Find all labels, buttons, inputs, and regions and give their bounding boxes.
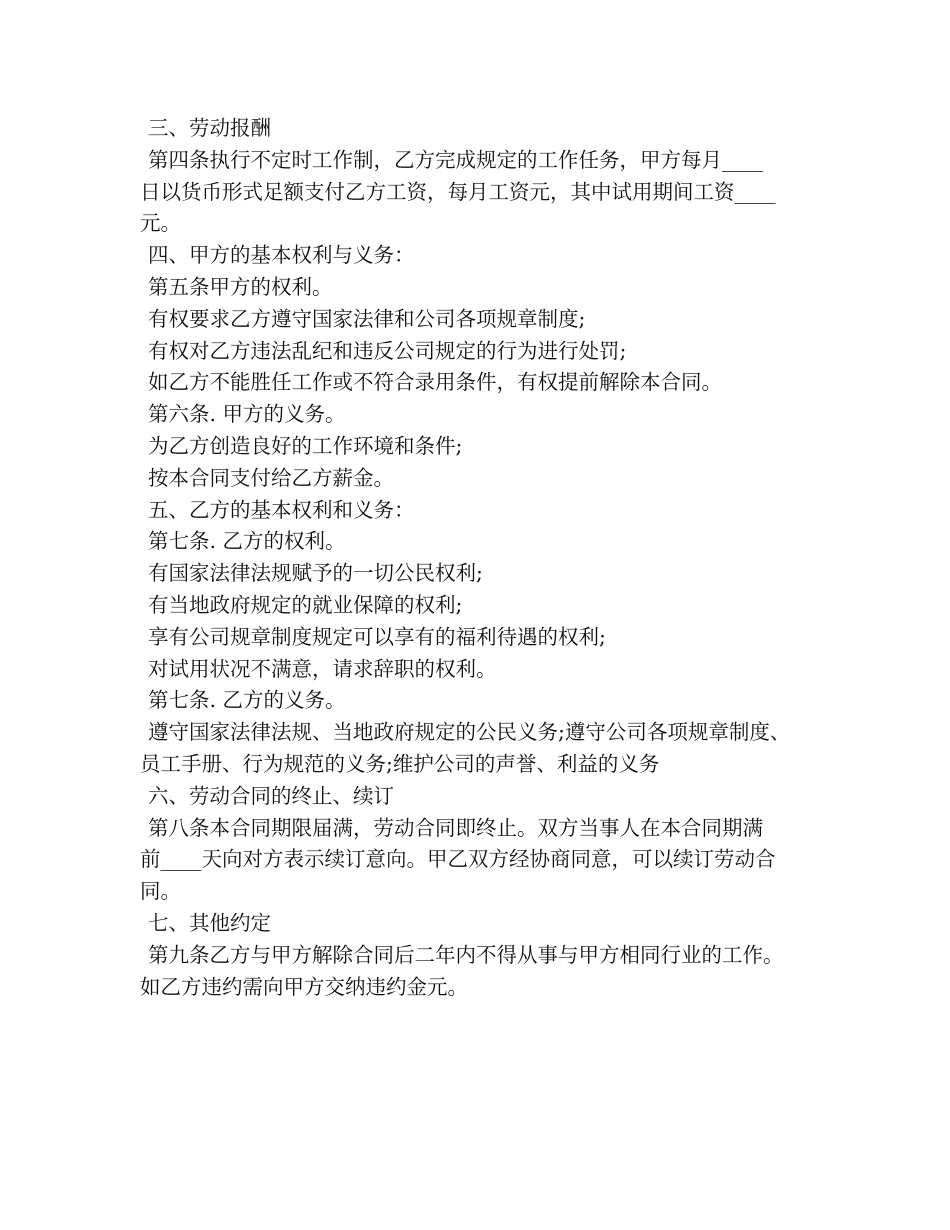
- section-heading-termination: 六、劳动合同的终止、续订: [148, 783, 394, 808]
- section-heading-party-a-rights: 四、甲方的基本权利与义务：: [148, 243, 415, 268]
- article-9-line-2: 如乙方违约需向甲方交纳违约金元。: [140, 974, 468, 999]
- article-9-line-1: 第九条乙方与甲方解除合同后二年内不得从事与甲方相同行业的工作。: [148, 942, 784, 967]
- article-6-title: 第六条. 甲方的义务。: [148, 402, 346, 427]
- article-4-line-3: 元。: [140, 211, 181, 236]
- article-7-rights-title: 第七条. 乙方的权利。: [148, 529, 346, 554]
- section-heading-other: 七、其他约定: [148, 910, 271, 935]
- article-7-duties-line-1: 遵守国家法律法规、当地政府规定的公民义务;遵守公司各项规章制度、: [148, 720, 791, 745]
- article-8-line-3: 同。: [140, 879, 181, 904]
- article-7-duties-title: 第七条. 乙方的义务。: [148, 688, 346, 713]
- article-7-rights-item-2: 有当地政府规定的就业保障的权利;: [148, 592, 463, 617]
- section-heading-labor-pay: 三、劳动报酬: [148, 116, 271, 140]
- article-8-line-1: 第八条本合同期限届满，劳动合同即终止。双方当事人在本合同期满: [148, 815, 763, 840]
- article-6-item-2: 按本合同支付给乙方薪金。: [148, 465, 394, 490]
- article-4-line-2: 日以货币形式足额支付乙方工资，每月工资元，其中试用期间工资____: [140, 179, 776, 204]
- article-7-rights-item-4: 对试用状况不满意，请求辞职的权利。: [148, 656, 497, 681]
- article-5-item-3: 如乙方不能胜任工作或不符合录用条件，有权提前解除本合同。: [148, 370, 722, 395]
- article-5-item-2: 有权对乙方违法乱纪和违反公司规定的行为进行处罚;: [148, 338, 627, 363]
- article-7-rights-item-3: 享有公司规章制度规定可以享有的福利待遇的权利;: [148, 624, 606, 649]
- article-8-line-2: 前____天向对方表示续订意向。甲乙双方经协商同意，可以续订劳动合: [140, 847, 776, 872]
- article-4-line-1: 第四条执行不定时工作制，乙方完成规定的工作任务，甲方每月____: [148, 147, 763, 172]
- article-7-duties-line-2: 员工手册、行为规范的义务;维护公司的声誉、利益的义务: [140, 751, 660, 776]
- document-page: [140, 113, 830, 1003]
- article-7-rights-item-1: 有国家法律法规赋予的一切公民权利;: [148, 561, 483, 586]
- article-6-item-1: 为乙方创造良好的工作环境和条件;: [148, 433, 463, 458]
- section-heading-party-b-rights: 五、乙方的基本权利和义务：: [148, 497, 415, 522]
- article-5-title: 第五条甲方的权利。: [148, 274, 333, 299]
- article-5-item-1: 有权要求乙方遵守国家法律和公司各项规章制度;: [148, 306, 586, 331]
